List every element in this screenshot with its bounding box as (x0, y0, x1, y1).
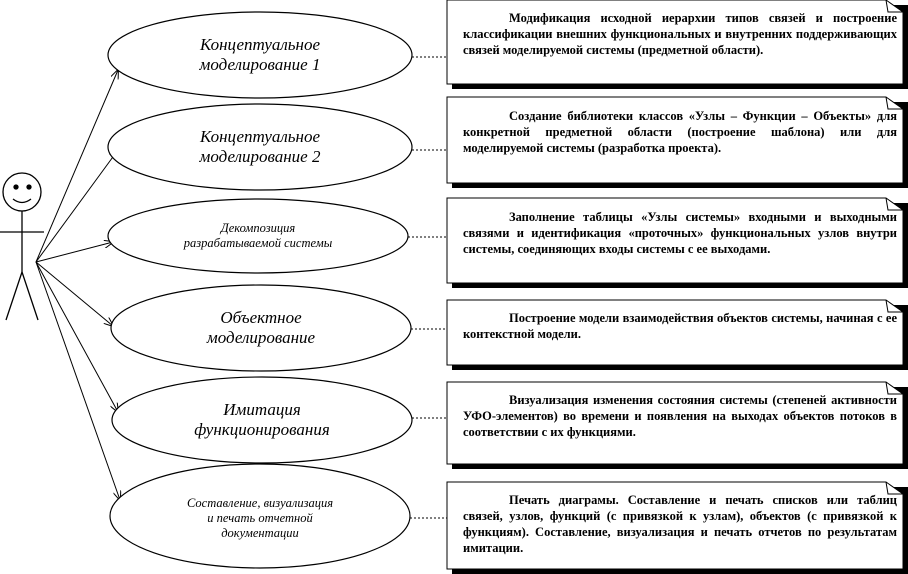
association-arrow-5 (36, 262, 118, 412)
use-case-label-1: Концептуальное моделирование 1 (199, 34, 321, 74)
actor-eye-left (14, 185, 18, 189)
association-arrow-6 (36, 262, 120, 500)
use-case-label-6: Составление, визуализация и печать отчетной документации (186, 495, 334, 540)
note-text-6: Печать диаграмы. Составление и печать списков или таблиц связей, узлов, функций (с привязкой к узлам), объектов (с привязкой к функциям). Составление, визуализация и печать отчетов по результатам имитации. (463, 493, 897, 555)
actor-leg-left (6, 272, 22, 320)
use-case-label-4: Объектное моделирование (206, 307, 316, 347)
dashed-connectors (408, 57, 447, 518)
use-case-label-3: Декомпозиция разрабатываемой системы (183, 221, 333, 250)
note-text-3: Заполнение таблицы «Узлы системы» входными и выходными связями и идентификация «проточных» функциональных узлов внутри системы, соединяющих входы системы с ее выходами. (463, 210, 897, 256)
actor-eye-right (27, 185, 31, 189)
association-arrow-3 (36, 242, 113, 262)
use-case-label-2: Концептуальное моделирование 2 (199, 126, 321, 166)
actor-mouth (13, 199, 31, 203)
association-arrows (36, 70, 120, 500)
note-boxes (447, 0, 908, 574)
use-case-label-5: Имитация функционирования (194, 399, 330, 439)
actor-leg-right (22, 272, 38, 320)
actor-head (3, 173, 41, 211)
note-text-5: Визуализация изменения состояния системы (степеней активности УФО-элементов) во времени и появления на выходах объектов потоков в соответствии с их функциями. (463, 393, 897, 439)
note-text-2: Создание библиотеки классов «Узлы – Функции – Объекты» для конкретной предметной области (построение шаблона) или для моделируемой системы (разработка проекта). (463, 109, 897, 155)
note-text-4: Построение модели взаимодействия объектов системы, начиная с ее контекстной модели. (463, 311, 897, 341)
note-text-1: Модификация исходной иерархии типов связей и построение классификации внешних функциональных и внутренних поддерживающих связей моделируемой системы (предметной области). (463, 11, 897, 57)
actor-figure (0, 173, 44, 320)
